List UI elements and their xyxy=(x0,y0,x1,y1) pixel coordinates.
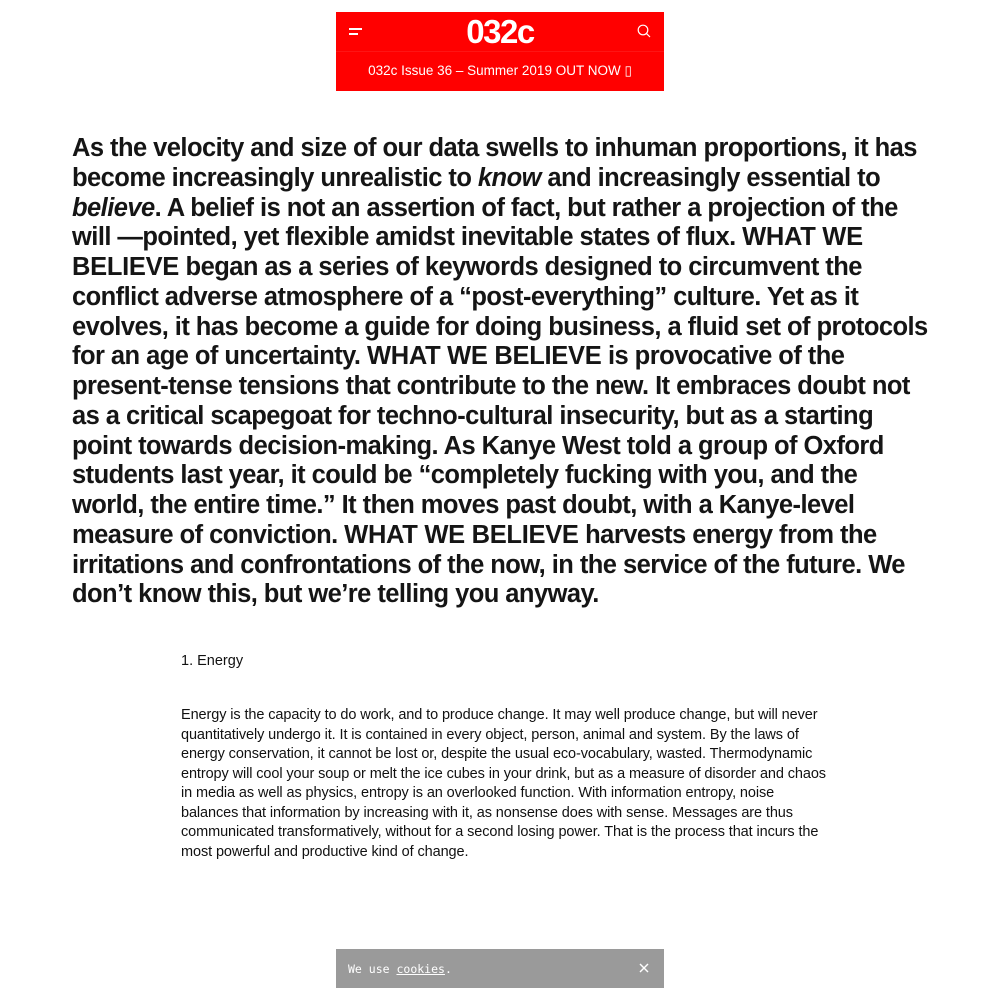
header-divider xyxy=(336,51,664,52)
search-icon[interactable] xyxy=(637,24,651,38)
intro-paragraph: As the velocity and size of our data swells to inhuman proportions, it has become increasingly unrealistic to know and increasingly essential to believe. A belief is not an assertion of fact, but rather a projection of the will —pointed, yet flexible amidst inevitable states of flux. WHAT WE BELIEVE began as a series of keywords designed to circumvent the conflict adverse atmosphere of a “post-everything” culture. Yet as it evolves, it has become a guide for doing business, a fluid set of protocols for an age of uncertainty. WHAT WE BELIEVE is provocative of the present-tense tensions that contribute to the new. It embraces doubt not as a critical scapegoat for techno-cultural insecurity, but as a starting point towards decision-making. As Kanye West told a group of Oxford students last year, it could be “completely fucking with you, and the world, the entire time.” It then moves past doubt, with a Kanye-level measure of conviction. WHAT WE BELIEVE harvests energy from the irritations and confrontations of the now, in the service of the future. We don’t know this, but we’re telling you anyway. xyxy=(72,134,928,609)
what-we-believe-caps: WHAT WE BELIEVE xyxy=(344,520,579,549)
cookie-banner xyxy=(336,949,664,988)
issue-announcement-link[interactable]: 032c Issue 36 – Summer 2019 OUT NOW ▯ xyxy=(368,63,632,78)
cookies-link[interactable]: cookies xyxy=(396,962,445,976)
what-we-believe-caps: WHAT WE BELIEVE xyxy=(72,223,863,281)
site-header xyxy=(336,12,664,91)
section-body-energy: Energy is the capacity to do work, and to produce change. It may well produce change, but will never quantitatively undergo it. It is contained in every object, person, animal and system. By the laws of energy conservation, it cannot be lost or, despite the usual eco-vocabulary, wasted. Thermodynamic entropy will cool your soup or melt the ice cubes in your drink, but as a measure of disorder and chaos in media as well as physics, entropy is an overlooked function. With information entropy, noise balances that information by increasing with it, as nonsense does with sense. Messages are thus communicated transformatively, without for a second losing power. That is the process that incurs the most powerful and productive kind of change. xyxy=(181,707,826,860)
close-icon[interactable] xyxy=(637,961,651,975)
header-top-bar xyxy=(336,12,664,51)
cookie-message: We use cookies. xyxy=(348,962,452,976)
emphasis-know: know xyxy=(477,163,541,192)
section-title-energy: 1. Energy xyxy=(181,653,244,669)
what-we-believe-caps: WHAT WE BELIEVE xyxy=(366,342,602,371)
site-logo[interactable]: 032c xyxy=(466,13,534,50)
emphasis-believe: believe xyxy=(72,193,155,222)
